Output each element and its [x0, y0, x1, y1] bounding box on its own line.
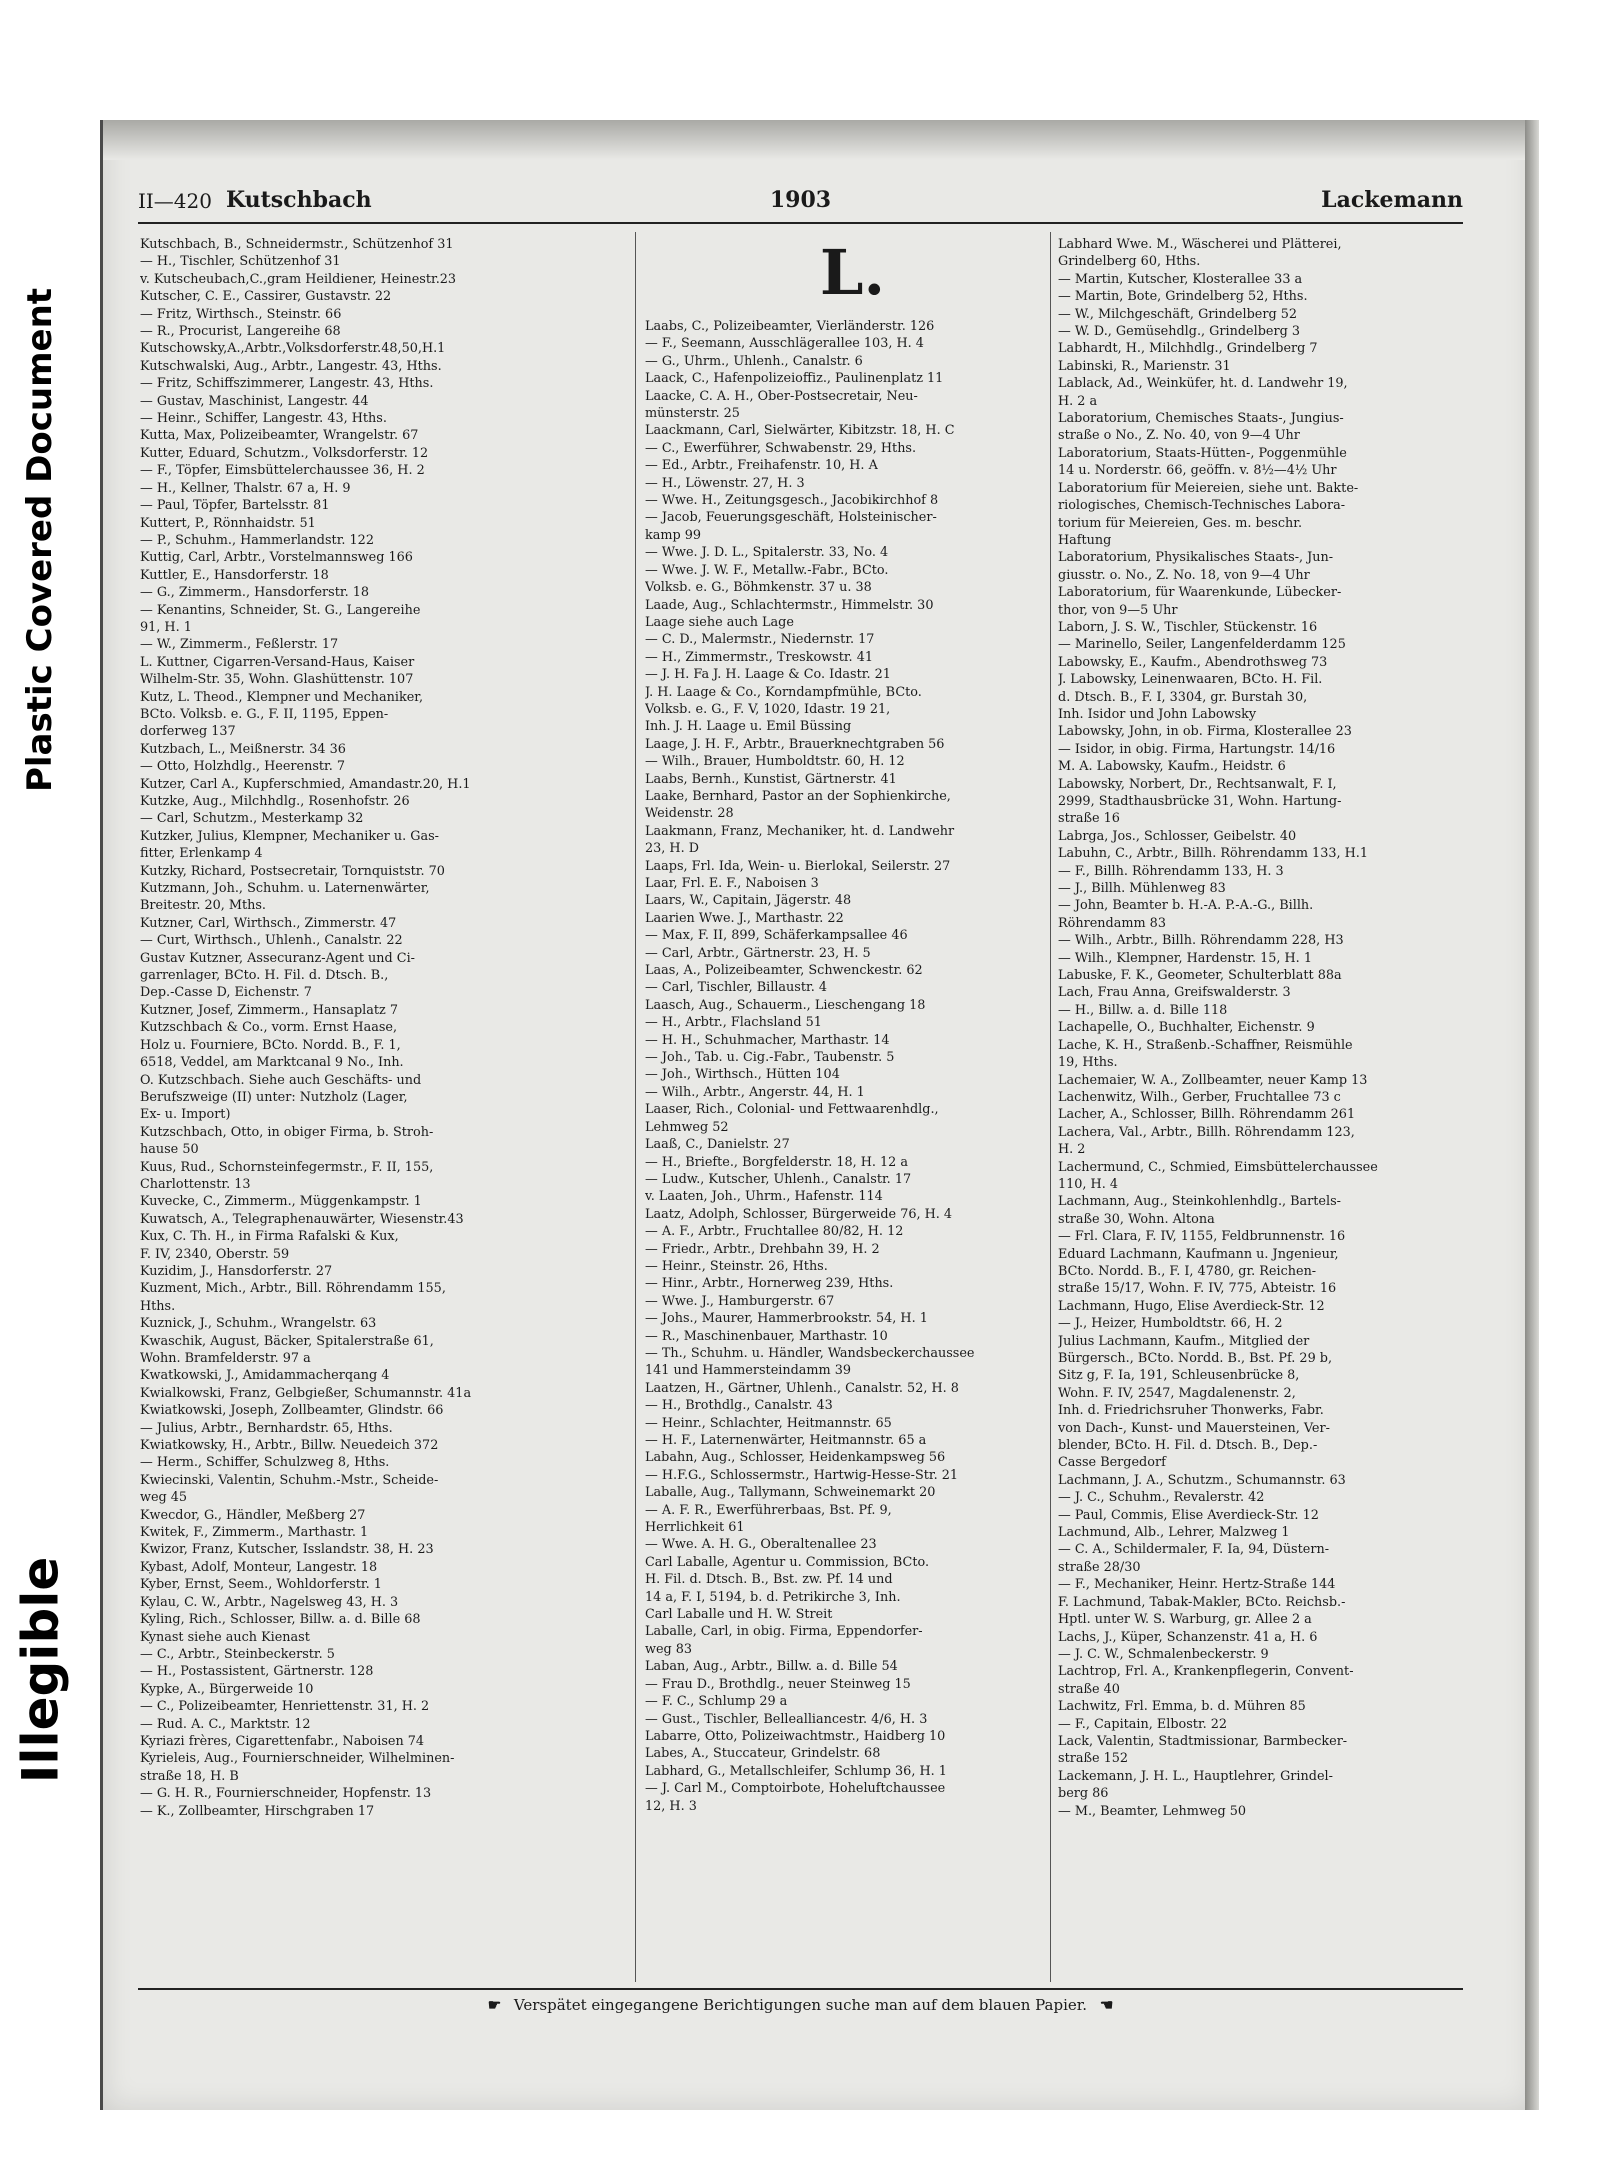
directory-entry-line: — W., Zimmerm., Feßlerstr. 17 — [140, 637, 339, 653]
directory-entry-line: — H., Postassistent, Gärtnerstr. 128 — [140, 1664, 374, 1680]
directory-entry-line: hause 50 — [140, 1142, 199, 1158]
directory-entry-line: — H.F.G., Schlossermstr., Hartwig-Hesse-Str. 21 — [645, 1467, 958, 1483]
directory-entry-line: — Wilh., Arbtr., Billh. Röhrendamm 228, H3 — [1058, 933, 1344, 949]
directory-entry-line: — Wilh., Klempner, Hardenstr. 15, H. 1 — [1058, 950, 1312, 966]
directory-entry-line: Lehmweg 52 — [645, 1119, 729, 1135]
directory-entry-line: straße 28/30 — [1058, 1559, 1141, 1575]
directory-entry-line: — H., Tischler, Schützenhof 31 — [140, 254, 341, 270]
directory-entry-line: — Martin, Bote, Grindelberg 52, Hths. — [1058, 289, 1308, 305]
directory-entry-line: 23, H. D — [645, 841, 699, 857]
directory-entry-line: — G. H. R., Fournierschneider, Hopfenstr. 13 — [140, 1786, 432, 1802]
directory-entry-line: — Ludw., Kutscher, Uhlenh., Canalstr. 17 — [645, 1171, 912, 1187]
directory-entry-line: straße 16 — [1058, 811, 1120, 827]
directory-entry-line: — Marinello, Seiler, Langenfelderdamm 125 — [1058, 637, 1346, 653]
page-header — [138, 185, 1463, 219]
directory-entry-line: — C. A., Schildermaler, F. Ia, 94, Düstern- — [1058, 1542, 1330, 1558]
directory-entry-line: — R., Maschinenbauer, Marthastr. 10 — [645, 1328, 888, 1344]
directory-entry-line: Labahn, Aug., Schlosser, Heidenkampsweg 56 — [645, 1450, 946, 1466]
directory-entry-line: Kutzbach, L., Meißnerstr. 34 36 — [140, 741, 346, 757]
directory-entry-line: fitter, Erlenkamp 4 — [140, 846, 263, 862]
directory-entry-line: Kux, C. Th. H., in Firma Rafalski & Kux, — [140, 1229, 399, 1245]
directory-entry-line: straße 152 — [1058, 1751, 1129, 1767]
directory-entry-line: BCto. Volksb. e. G., F. II, 1195, Eppen- — [140, 706, 389, 722]
directory-entry-line: Sitz g, F. Ia, 191, Schleusenbrücke 8, — [1058, 1368, 1300, 1384]
directory-entry-line: dorferweg 137 — [140, 724, 236, 740]
directory-entry-line: — W., Milchgeschäft, Grindelberg 52 — [1058, 306, 1298, 322]
directory-entry-line: Lachmann, Hugo, Elise Averdieck-Str. 12 — [1058, 1298, 1325, 1314]
directory-entry-line: Kwizor, Franz, Kutscher, Isslandstr. 38, H. 23 — [140, 1542, 434, 1558]
directory-entry-line: Kwiecinski, Valentin, Schuhm.-Mstr., Scheide- — [140, 1472, 439, 1488]
directory-entry-line: Laacke, C. A. H., Ober-Postsecretair, Neu- — [645, 388, 918, 404]
directory-entry-line: weg 45 — [140, 1490, 188, 1506]
directory-entry-line: Lachera, Val., Arbtr., Billh. Röhrendamm 123, — [1058, 1124, 1355, 1140]
directory-entry-line: Kutzmann, Joh., Schuhm. u. Laternenwärter, — [140, 881, 430, 897]
directory-entry-line: — J., Billh. Mühlenweg 83 — [1058, 881, 1226, 897]
directory-entry-line: — Heinr., Schiffer, Langestr. 43, Hths. — [140, 411, 387, 427]
directory-entry-line: L. Kuttner, Cigarren-Versand-Haus, Kaiser — [140, 654, 415, 670]
directory-entry-line: — W. D., Gemüsehdlg., Grindelberg 3 — [1058, 324, 1300, 340]
directory-entry-line: Charlottenstr. 13 — [140, 1176, 251, 1192]
directory-entry-line: Lach, Frau Anna, Greifswalderstr. 3 — [1058, 985, 1291, 1001]
directory-entry-line: Lachmund, Alb., Lehrer, Malzweg 1 — [1058, 1525, 1290, 1541]
directory-entry-line: von Dach-, Kunst- und Mauersteinen, Ver- — [1058, 1420, 1330, 1436]
directory-entry-line: Gustav Kutzner, Assecuranz-Agent und Ci- — [140, 950, 415, 966]
directory-entry-line: thor, von 9—5 Uhr — [1058, 602, 1178, 618]
directory-entry-line: 12, H. 3 — [645, 1798, 697, 1814]
directory-entry-line: Laade, Aug., Schlachtermstr., Himmelstr. 30 — [645, 597, 934, 613]
footer-note: Verspätet eingegangene Berichtigungen suche man auf dem blauen Papier. — [513, 1996, 1088, 2014]
directory-entry-line: Röhrendamm 83 — [1058, 915, 1166, 931]
directory-entry-line: — J. H. Fa J. H. Laage & Co. Idastr. 21 — [645, 667, 891, 683]
directory-entry-line: Kwatkowski, J., Amidammacherqang 4 — [140, 1368, 390, 1384]
directory-entry-line: Kypke, A., Bürgerweide 10 — [140, 1681, 314, 1697]
directory-entry-line: — A. F., Arbtr., Fruchtallee 80/82, H. 12 — [645, 1224, 904, 1240]
directory-entry-line: — H. H., Schuhmacher, Marthastr. 14 — [645, 1032, 890, 1048]
directory-entry-line: — Curt, Wirthsch., Uhlenh., Canalstr. 22 — [140, 933, 403, 949]
directory-entry-line: — F., Billh. Röhrendamm 133, H. 3 — [1058, 863, 1284, 879]
directory-entry-line: — H., Löwenstr. 27, H. 3 — [645, 475, 805, 491]
directory-entry-line: Laabs, Bernh., Kunstist, Gärtnerstr. 41 — [645, 771, 897, 787]
directory-entry-line: Lachapelle, O., Buchhalter, Eichenstr. 9 — [1058, 1020, 1315, 1036]
directory-entry-line: Julius Lachmann, Kaufm., Mitglied der — [1058, 1333, 1310, 1349]
directory-entry-line: — Wilh., Arbtr., Angerstr. 44, H. 1 — [645, 1084, 865, 1100]
directory-entry-line: Kutschowsky,A.,Arbtr.,Volksdorferstr.48,50,H.1 — [140, 341, 446, 357]
directory-entry-line: — Heinr., Steinstr. 26, Hths. — [645, 1258, 828, 1274]
directory-entry-line: Laaps, Frl. Ida, Wein- u. Bierlokal, Seilerstr. 27 — [645, 858, 951, 874]
directory-entry-line: Laasch, Aug., Schauerm., Lieschengang 18 — [645, 997, 926, 1013]
directory-entry-line: Laas, A., Polizeibeamter, Schwenckestr. 62 — [645, 963, 923, 979]
directory-entry-line: — Wwe. J. D. L., Spitalerstr. 33, No. 4 — [645, 545, 889, 561]
header-year: 1903 — [769, 187, 832, 213]
directory-entry-line: O. Kutzschbach. Siehe auch Geschäfts- und — [140, 1072, 422, 1088]
directory-entry-line: Kuus, Rud., Schornsteinfegermstr., F. II, 155, — [140, 1159, 434, 1175]
directory-entry-line: Kuzidim, J., Hansdorferstr. 27 — [140, 1263, 333, 1279]
directory-entry-line: Laars, W., Capitain, Jägerstr. 48 — [645, 893, 852, 909]
directory-entry-line: — Fritz, Wirthsch., Steinstr. 66 — [140, 306, 342, 322]
directory-entry-line: Kutzschbach, Otto, in obiger Firma, b. Stroh- — [140, 1124, 434, 1140]
directory-entry-line: Ex- u. Import) — [140, 1107, 231, 1123]
directory-entry-line: — M., Beamter, Lehmweg 50 — [1058, 1803, 1246, 1819]
directory-entry-line: berg 86 — [1058, 1786, 1109, 1802]
directory-entry-line: blender, BCto. H. Fil. d. Dtsch. B., Dep.- — [1058, 1438, 1318, 1454]
directory-entry-line: Wohn. F. IV, 2547, Magdalenenstr. 2, — [1058, 1385, 1296, 1401]
directory-entry-line: Labowsky, E., Kaufm., Abendrothsweg 73 — [1058, 654, 1328, 670]
directory-entry-line: Haftung — [1058, 532, 1112, 548]
directory-entry-line: Labes, A., Stuccateur, Grindelstr. 68 — [645, 1746, 881, 1762]
directory-entry-line: Inh. Isidor und John Labowsky — [1058, 706, 1257, 722]
directory-entry-line: weg 83 — [645, 1641, 693, 1657]
directory-entry-line: Laatzen, H., Gärtner, Uhlenh., Canalstr. 52, H. 8 — [645, 1380, 959, 1396]
directory-entry-line: Hptl. unter W. S. Warburg, gr. Allee 2 a — [1058, 1612, 1312, 1628]
directory-entry-line: — G., Zimmerm., Hansdorferstr. 18 — [140, 585, 369, 601]
directory-entry-line: Lablack, Ad., Weinküfer, ht. d. Landwehr 19, — [1058, 376, 1348, 392]
directory-entry-line: kamp 99 — [645, 527, 702, 543]
directory-entry-line: Berufszweige (II) unter: Nutzholz (Lager, — [140, 1089, 408, 1105]
directory-entry-line: Labhardt, H., Milchhdlg., Grindelberg 7 — [1058, 341, 1318, 357]
directory-entry-line: — H., Arbtr., Flachsland 51 — [645, 1015, 822, 1031]
directory-entry-line: Laboratorium, für Waarenkunde, Lübecker- — [1058, 585, 1342, 601]
directory-entry-line: Laar, Frl. E. F., Naboisen 3 — [645, 876, 819, 891]
directory-entry-line: garrenlager, BCto. H. Fil. d. Dtsch. B., — [140, 968, 389, 984]
directory-entry-line: d. Dtsch. B., F. I, 3304, gr. Burstah 30, — [1058, 689, 1308, 705]
directory-entry-line: Kutzker, Julius, Klempner, Mechaniker u. Gas- — [140, 828, 439, 844]
directory-entry-line: Lachtrop, Frl. A., Krankenpflegerin, Convent- — [1058, 1664, 1354, 1680]
directory-entry-line: — Carl, Schutzm., Mesterkamp 32 — [140, 811, 364, 827]
directory-entry-line: — Rud. A. C., Marktstr. 12 — [140, 1716, 311, 1732]
directory-entry-line: Laborn, J. S. W., Tischler, Stückenstr. 16 — [1058, 619, 1318, 635]
directory-entry-line: 14 a, F. I, 5194, b. d. Petrikirche 3, Inh. — [645, 1589, 901, 1605]
directory-entry-line: — P., Schuhm., Hammerlandstr. 122 — [140, 532, 374, 548]
column-separator-1 — [635, 232, 636, 1982]
directory-entry-line: — Johs., Maurer, Hammerbrookstr. 54, H. 1 — [645, 1311, 928, 1327]
directory-entry-line: — C., Polizeibeamter, Henriettenstr. 31, H. 2 — [140, 1699, 430, 1715]
column-1 — [140, 236, 555, 1820]
directory-entry-line: Inh. d. Friedrichsruher Thonwerks, Fabr. — [1058, 1403, 1324, 1419]
plastic-cover-shade — [103, 120, 1533, 160]
directory-entry-line: Kyber, Ernst, Seem., Wohldorferstr. 1 — [140, 1577, 382, 1593]
directory-entry-line: Labarre, Otto, Polizeiwachtmstr., Haidberg 10 — [645, 1728, 946, 1744]
directory-entry-line: J. H. Laage & Co., Korndampfmühle, BCto. — [645, 684, 922, 700]
section-letter-heading: L. — [819, 236, 886, 309]
directory-entry-line: — Paul, Töpfer, Bartelsstr. 81 — [140, 498, 330, 514]
directory-entry-line: — John, Beamter b. H.-A. P.-A.-G., Billh. — [1058, 898, 1314, 914]
directory-entry-line: straße 15/17, Wohn. F. IV, 775, Abteistr. 16 — [1058, 1281, 1337, 1297]
directory-entry-line: — Wwe. H., Zeitungsgesch., Jacobikirchhof 8 — [645, 493, 939, 509]
directory-entry-line: — Wwe. A. H. G., Oberaltenallee 23 — [645, 1537, 877, 1553]
directory-entry-line: — H. F., Laternenwärter, Heitmannstr. 65 a — [645, 1433, 927, 1448]
directory-entry-line: — J. C., Schuhm., Revalerstr. 42 — [1058, 1490, 1265, 1506]
directory-entry-line: Labinski, R., Marienstr. 31 — [1058, 358, 1231, 374]
directory-entry-line: Laballe, Carl, in obig. Firma, Eppendorfer- — [645, 1624, 923, 1640]
directory-entry-line: Volksb. e. G., F. V, 1020, Idastr. 19 21, — [645, 701, 891, 717]
directory-entry-line: Lachermund, C., Schmied, Eimsbüttelerchaussee — [1058, 1159, 1378, 1175]
directory-entry-line: Laballe, Aug., Tallymann, Schweinemarkt 20 — [645, 1485, 936, 1501]
page-footer — [138, 1996, 1463, 2014]
directory-entry-line: Kwitek, F., Zimmerm., Marthastr. 1 — [140, 1525, 369, 1541]
directory-entry-line: — K., Zollbeamter, Hirschgraben 17 — [140, 1803, 375, 1819]
directory-entry-line: Kyrieleis, Aug., Fournierschneider, Wilhelminen- — [140, 1751, 455, 1767]
directory-entry-line: — F., Seemann, Ausschlägerallee 103, H. 4 — [645, 336, 924, 352]
directory-entry-line: Laakmann, Franz, Mechaniker, ht. d. Landwehr — [645, 823, 955, 839]
directory-entry-line: Carl Laballe, Agentur u. Commission, BCto. — [645, 1554, 930, 1570]
directory-entry-line: Laban, Aug., Arbtr., Billw. a. d. Bille 54 — [645, 1659, 898, 1675]
page-fold — [1525, 120, 1539, 2110]
directory-entry-line: Lacher, A., Schlosser, Billh. Röhrendamm 261 — [1058, 1107, 1356, 1123]
directory-entry-line: Breitestr. 20, Mths. — [140, 898, 267, 914]
directory-entry-line: — Joh., Tab. u. Cig.-Fabr., Taubenstr. 5 — [645, 1050, 895, 1066]
directory-entry-line: Casse Bergedorf — [1058, 1455, 1166, 1471]
directory-entry-line: Kutter, Eduard, Schutzm., Volksdorferstr. 12 — [140, 445, 429, 461]
directory-entry-line: — F. C., Schlump 29 a — [645, 1694, 788, 1710]
directory-entry-line: Laage siehe auch Lage — [645, 614, 794, 630]
directory-entry-line: Hths. — [140, 1298, 176, 1314]
directory-entry-line: Labuske, F. K., Geometer, Schulterblatt 88a — [1058, 968, 1342, 984]
directory-entry-line: Holz u. Fourniere, BCto. Nordd. B., F. 1, — [140, 1037, 401, 1053]
directory-entry-line: Weidenstr. 28 — [645, 806, 734, 822]
directory-entry-line: Kuttig, Carl, Arbtr., Vorstelmannsweg 166 — [140, 550, 413, 566]
directory-entry-line: Kutzschbach & Co., vorm. Ernst Haase, — [140, 1020, 398, 1036]
directory-entry-line: — Th., Schuhm. u. Händler, Wandsbeckerchaussee — [645, 1345, 975, 1361]
directory-entry-line: H. 2 a — [1058, 393, 1098, 409]
plastic-covered-text: Plastic Covered Document — [20, 287, 61, 793]
directory-entry-line: Kwecdor, G., Händler, Meßberg 27 — [140, 1507, 366, 1523]
directory-entry-line: Kynast siehe auch Kienast — [140, 1629, 310, 1645]
directory-entry-line: — Wilh., Brauer, Humboldtstr. 60, H. 12 — [645, 754, 905, 770]
directory-entry-line: — Hinr., Arbtr., Hornerweg 239, Hths. — [645, 1276, 894, 1292]
directory-entry-line: Lachenwitz, Wilh., Gerber, Fruchtallee 73 c — [1058, 1089, 1341, 1105]
directory-entry-line: Eduard Lachmann, Kaufmann u. Jngenieur, — [1058, 1246, 1339, 1262]
directory-entry-line: — H., Briefte., Borgfelderstr. 18, H. 12 a — [645, 1154, 909, 1170]
directory-entry-line: — Kenantins, Schneider, St. G., Langereihe — [140, 602, 421, 618]
directory-entry-line: Kuttert, P., Rönnhaidstr. 51 — [140, 515, 316, 531]
directory-entry-line: Laboratorium, Chemisches Staats-, Jungius- — [1058, 411, 1344, 427]
directory-entry-line: Inh. J. H. Laage u. Emil Büssing — [645, 719, 852, 735]
directory-entry-line: Laarien Wwe. J., Marthastr. 22 — [645, 910, 844, 926]
directory-entry-line: Laage, J. H. F., Arbtr., Brauerknechtgraben 56 — [645, 736, 945, 752]
directory-entry-line: Labowsky, Norbert, Dr., Rechtsanwalt, F. I, — [1058, 776, 1337, 792]
directory-entry-line: Labuhn, C., Arbtr., Billh. Röhrendamm 133, H.1 — [1058, 846, 1368, 862]
directory-entry-line: Kutschbach, B., Schneidermstr., Schützenhof 31 — [140, 237, 454, 252]
directory-entry-line: — Paul, Commis, Elise Averdieck-Str. 12 — [1058, 1507, 1319, 1523]
directory-entry-line: — Martin, Kutscher, Klosterallee 33 a — [1058, 271, 1303, 287]
directory-entry-line: Herrlichkeit 61 — [645, 1520, 745, 1536]
directory-entry-line: — H., Billw. a. d. Bille 118 — [1058, 1002, 1228, 1018]
directory-entry-line: Kutschwalski, Aug., Arbtr., Langestr. 43, Hths. — [140, 358, 442, 374]
directory-entry-line: Laake, Bernhard, Pastor an der Sophienkirche, — [645, 788, 951, 804]
directory-entry-line: v. Kutscheubach,C.,gram Heildiener, Heinestr.23 — [140, 271, 457, 287]
directory-entry-line: Laabs, C., Polizeibeamter, Vierländerstr. 126 — [645, 319, 935, 334]
directory-entry-line: — Heinr., Schlachter, Heitmannstr. 65 — [645, 1415, 892, 1431]
directory-entry-line: Lack, Valentin, Stadtmissionar, Barmbecker- — [1058, 1733, 1348, 1749]
directory-entry-line: Kutzner, Carl, Wirthsch., Zimmerstr. 47 — [140, 915, 397, 931]
directory-entry-line: Labowsky, John, in ob. Firma, Klosterallee 23 — [1058, 724, 1352, 740]
directory-entry-line: Wilhelm-Str. 35, Wohn. Glashüttenstr. 107 — [140, 672, 414, 688]
directory-entry-line: Laatz, Adolph, Schlosser, Bürgerweide 76, H. 4 — [645, 1206, 953, 1222]
plastic-covered-label — [0, 270, 80, 810]
directory-entry-line: riologisches, Chemisch-Technisches Labora- — [1058, 498, 1346, 514]
directory-entry-line: — F., Töpfer, Eimsbüttelerchaussee 36, H. 2 — [140, 463, 425, 479]
header-left-word: Kutschbach — [226, 187, 372, 213]
directory-entry-line: J. Labowsky, Leinenwaaren, BCto. H. Fil. — [1058, 672, 1323, 688]
directory-entry-line: — Max, F. II, 899, Schäferkampsallee 46 — [645, 928, 908, 944]
directory-entry-line: Kuttler, E., Hansdorferstr. 18 — [140, 567, 329, 583]
directory-entry-line: — Gust., Tischler, Bellealliancestr. 4/6, H. 3 — [645, 1711, 928, 1727]
directory-entry-line: straße o No., Z. No. 40, von 9—4 Uhr — [1058, 428, 1300, 444]
directory-entry-line: Kwaschik, August, Bäcker, Spitalerstraße 61, — [140, 1333, 434, 1349]
directory-entry-line: Bürgersch., BCto. Nordd. B., Bst. Pf. 29 b, — [1058, 1351, 1333, 1366]
directory-entry-line: 6518, Veddel, am Marktcanal 9 No., Inh. — [140, 1055, 404, 1071]
illegible-label — [0, 1520, 80, 1820]
directory-entry-line: H. Fil. d. Dtsch. B., Bst. zw. Pf. 14 und — [645, 1572, 893, 1588]
directory-entry-line: Laaser, Rich., Colonial- und Fettwaarenhdlg., — [645, 1102, 939, 1118]
directory-entry-line: Kuwatsch, A., Telegraphenauwärter, Wiesenstr.43 — [140, 1211, 464, 1227]
directory-entry-line: Grindelberg 60, Hths. — [1058, 254, 1201, 270]
header-right-word: Lackemann — [1321, 187, 1463, 213]
directory-entry-line: Dep.-Casse D, Eichenstr. 7 — [140, 985, 312, 1001]
directory-entry-line: Laboratorium für Meiereien, siehe unt. Bakte- — [1058, 480, 1359, 496]
directory-entry-line: — Gustav, Maschinist, Langestr. 44 — [140, 393, 369, 409]
directory-entry-line: — Wwe. J. W. F., Metallw.-Fabr., BCto. — [645, 562, 889, 578]
directory-entry-line: Kuznick, J., Schuhm., Wrangelstr. 63 — [140, 1316, 377, 1332]
directory-entry-line: 91, H. 1 — [140, 619, 192, 635]
directory-entry-line: Lachmann, Aug., Steinkohlenhdlg., Bartels- — [1058, 1194, 1341, 1210]
directory-entry-line: Lachs, J., Küper, Schanzenstr. 41 a, H. 6 — [1058, 1629, 1318, 1645]
directory-entry-line: Kutzner, Josef, Zimmerm., Hansaplatz 7 — [140, 1002, 398, 1018]
directory-entry-line: Kyling, Rich., Schlosser, Billw. a. d. Bille 68 — [140, 1612, 421, 1628]
directory-entry-line: Kwiatkowsky, H., Arbtr., Billw. Neuedeich 372 — [140, 1438, 439, 1454]
pointing-hand-left-icon: ☚ — [1099, 1996, 1114, 2014]
directory-entry-line: — Ed., Arbtr., Freihafenstr. 10, H. A — [645, 458, 878, 474]
directory-entry-line: straße 30, Wohn. Altona — [1058, 1211, 1215, 1227]
footer-rule — [138, 1988, 1463, 1990]
column-3 — [1058, 236, 1468, 1820]
directory-entry-line: — Fritz, Schiffszimmerer, Langestr. 43, Hths. — [140, 376, 434, 392]
directory-entry-line: Kwiatkowski, Joseph, Zollbeamter, Glindstr. 66 — [140, 1403, 444, 1419]
directory-entry-line: Kuzment, Mich., Arbtr., Bill. Röhrendamm 155, — [140, 1281, 446, 1297]
directory-entry-line: — G., Uhrm., Uhlenh., Canalstr. 6 — [645, 353, 863, 369]
directory-entry-line: — R., Procurist, Langereihe 68 — [140, 324, 341, 340]
directory-entry-line: 2999, Stadthausbrücke 31, Wohn. Hartung- — [1058, 794, 1342, 809]
directory-entry-line: Volksb. e. G., Böhmkenstr. 37 u. 38 — [645, 580, 872, 596]
directory-entry-line: Laboratorium, Staats-Hütten-, Poggenmühle — [1058, 445, 1347, 461]
directory-entry-line: F. IV, 2340, Oberstr. 59 — [140, 1246, 290, 1262]
directory-entry-line: — Jacob, Feuerungsgeschäft, Holsteinischer- — [645, 510, 937, 526]
directory-entry-line: Laaß, C., Danielstr. 27 — [645, 1137, 790, 1153]
directory-entry-line: — Frau D., Brothdlg., neuer Steinweg 15 — [645, 1676, 911, 1692]
directory-entry-line: — C., Ewerführer, Schwabenstr. 29, Hths. — [645, 440, 917, 456]
directory-entry-line: Kutzer, Carl A., Kupferschmied, Amandastr.20, H.1 — [140, 776, 471, 792]
directory-entry-line: — Otto, Holzhdlg., Heerenstr. 7 — [140, 759, 346, 775]
page-number: II—420 — [138, 189, 212, 213]
directory-entry-line: 110, H. 4 — [1058, 1176, 1118, 1192]
directory-entry-line: Laackmann, Carl, Sielwärter, Kibitzstr. 18, H. C — [645, 423, 955, 439]
directory-entry-line: straße 18, H. B — [140, 1768, 239, 1784]
directory-entry-line: — Carl, Arbtr., Gärtnerstr. 23, H. 5 — [645, 945, 871, 961]
directory-entry-line: Kybast, Adolf, Monteur, Langestr. 18 — [140, 1559, 378, 1575]
directory-entry-line: H. 2 — [1058, 1142, 1086, 1158]
directory-entry-line: Lackemann, J. H. L., Hauptlehrer, Grindel- — [1058, 1768, 1333, 1784]
directory-entry-line: Kutscher, C. E., Cassirer, Gustavstr. 22 — [140, 289, 392, 305]
directory-entry-line: Laack, C., Hafenpolizeioffiz., Paulinenplatz 11 — [645, 371, 944, 387]
directory-entry-line: F. Lachmund, Tabak-Makler, BCto. Reichsb.- — [1058, 1594, 1346, 1610]
directory-entry-line: — J. Carl M., Comptoirbote, Hoheluftchaussee — [645, 1781, 946, 1797]
directory-entry-line: — Frl. Clara, F. IV, 1155, Feldbrunnenstr. 16 — [1058, 1229, 1346, 1245]
directory-entry-line: — F., Mechaniker, Heinr. Hertz-Straße 144 — [1058, 1577, 1336, 1593]
directory-entry-line: torium für Meiereien, Ges. m. beschr. — [1058, 515, 1303, 531]
directory-entry-line: — Wwe. J., Hamburgerstr. 67 — [645, 1293, 835, 1309]
directory-entry-line: Lachwitz, Frl. Emma, b. d. Mühren 85 — [1058, 1699, 1306, 1715]
column-separator-2 — [1050, 232, 1051, 1982]
directory-entry-line: Lachmann, J. A., Schutzm., Schumannstr. 63 — [1058, 1472, 1346, 1488]
directory-entry-line: straße 40 — [1058, 1681, 1120, 1697]
directory-entry-line: — H., Kellner, Thalstr. 67 a, H. 9 — [140, 480, 351, 496]
illegible-text: Illegible — [11, 1556, 69, 1784]
directory-entry-line: 141 und Hammersteindamm 39 — [645, 1363, 852, 1379]
directory-entry-line: Labhard Wwe. M., Wäscherei und Plätterei, — [1058, 237, 1342, 252]
directory-entry-line: giusstr. o. No., Z. No. 18, von 9—4 Uhr — [1058, 567, 1310, 583]
directory-entry-line: — F., Capitain, Elbostr. 22 — [1058, 1716, 1228, 1732]
directory-entry-line: — Julius, Arbtr., Bernhardstr. 65, Hths. — [140, 1420, 393, 1436]
directory-entry-line: — J., Heizer, Humboldtstr. 66, H. 2 — [1058, 1316, 1283, 1332]
directory-entry-line: — H., Zimmermstr., Treskowstr. 41 — [645, 649, 873, 665]
directory-entry-line: Labrga, Jos., Schlosser, Geibelstr. 40 — [1058, 828, 1297, 844]
directory-entry-line: BCto. Nordd. B., F. I, 4780, gr. Reichen- — [1058, 1263, 1317, 1279]
directory-entry-line: Kyriazi frères, Cigarettenfabr., Naboisen 74 — [140, 1733, 425, 1749]
directory-entry-line: — Herm., Schiffer, Schulzweg 8, Hths. — [140, 1455, 390, 1471]
directory-entry-line: Kutzke, Aug., Milchhdlg., Rosenhofstr. 26 — [140, 794, 410, 809]
directory-entry-line: Kuvecke, C., Zimmerm., Müggenkampstr. 1 — [140, 1194, 422, 1210]
directory-entry-line: Laboratorium, Physikalisches Staats-, Jun- — [1058, 550, 1334, 566]
directory-entry-line: — H., Brothdlg., Canalstr. 43 — [645, 1398, 833, 1414]
directory-entry-line: Kutta, Max, Polizeibeamter, Wrangelstr. 67 — [140, 428, 419, 444]
directory-entry-line: Lachemaier, W. A., Zollbeamter, neuer Kamp 13 — [1058, 1072, 1368, 1088]
directory-entry-line: — C. D., Malermstr., Niedernstr. 17 — [645, 632, 875, 648]
directory-entry-line: — Isidor, in obig. Firma, Hartungstr. 14/16 — [1058, 741, 1336, 757]
directory-entry-line: Kwialkowski, Franz, Gelbgießer, Schumannstr. 41a — [140, 1385, 472, 1401]
directory-entry-line: — Carl, Tischler, Billaustr. 4 — [645, 980, 827, 996]
directory-entry-line: Wohn. Bramfelderstr. 97 a — [140, 1351, 311, 1366]
directory-entry-line: 14 u. Norderstr. 66, geöffn. v. 8½—4½ Uhr — [1058, 463, 1337, 479]
directory-entry-line: Carl Laballe und H. W. Streit — [645, 1607, 833, 1623]
directory-entry-line: — Friedr., Arbtr., Drehbahn 39, H. 2 — [645, 1241, 880, 1257]
directory-entry-line: münsterstr. 25 — [645, 406, 740, 422]
column-2 — [645, 236, 1060, 1815]
directory-entry-line: Kylau, C. W., Arbtr., Nagelsweg 43, H. 3 — [140, 1594, 399, 1610]
directory-entry-line: — J. C. W., Schmalenbeckerstr. 9 — [1058, 1646, 1269, 1662]
directory-entry-line: — Joh., Wirthsch., Hütten 104 — [645, 1067, 840, 1083]
header-rule — [138, 222, 1463, 224]
directory-entry-line: — A. F. R., Ewerführerbaas, Bst. Pf. 9, — [645, 1502, 892, 1518]
directory-entry-line: Lache, K. H., Straßenb.-Schaffner, Reismühle — [1058, 1037, 1353, 1053]
directory-entry-line: v. Laaten, Joh., Uhrm., Hafenstr. 114 — [645, 1189, 883, 1205]
directory-entry-line: Labhard, G., Metallschleifer, Schlump 36, H. 1 — [645, 1763, 947, 1779]
directory-entry-line: Kutzky, Richard, Postsecretair, Tornquiststr. 70 — [140, 863, 445, 879]
directory-entry-line: — C., Arbtr., Steinbeckerstr. 5 — [140, 1646, 335, 1662]
directory-entry-line: Kutz, L. Theod., Klempner und Mechaniker, — [140, 689, 424, 705]
directory-entry-line: M. A. Labowsky, Kaufm., Heidstr. 6 — [1058, 759, 1286, 775]
pointing-hand-right-icon: ☛ — [487, 1996, 502, 2014]
directory-entry-line: 19, Hths. — [1058, 1055, 1118, 1071]
